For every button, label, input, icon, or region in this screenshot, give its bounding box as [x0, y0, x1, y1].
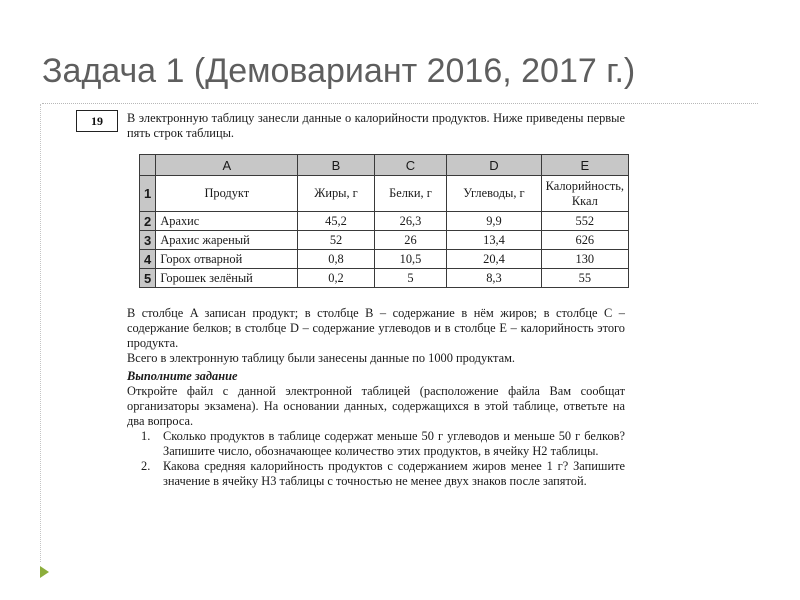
table-cell: Продукт [156, 176, 298, 212]
table-cell: Арахис жареный [156, 231, 298, 250]
bullet-arrow-icon [40, 566, 49, 578]
table-row [140, 231, 629, 250]
table-cell: 45,2 [298, 212, 374, 231]
spreadsheet-table [139, 154, 629, 288]
row-number: 2 [140, 212, 156, 231]
table-cell: 0,2 [298, 269, 374, 288]
total-note: Всего в электронную таблицу были занесены данные по 1000 продуктам. [127, 351, 516, 365]
table-cell: 130 [541, 250, 628, 269]
table-cell: Арахис [156, 212, 298, 231]
column-letter: B [298, 155, 374, 176]
column-letter: A [156, 155, 298, 176]
title-divider [42, 103, 758, 104]
question-text: Какова средняя калорийность продуктов с содержанием жиров менее 1 г? Запишите значение в ячейку H3 таблицы с точностью не менее двух знаков после запятой. [163, 459, 625, 488]
table-row [140, 269, 629, 288]
column-letter: C [374, 155, 447, 176]
table-cell: 9,9 [447, 212, 541, 231]
table-cell: 13,4 [447, 231, 541, 250]
table-cell: 552 [541, 212, 628, 231]
row-number: 5 [140, 269, 156, 288]
table-cell: 626 [541, 231, 628, 250]
table-cell: 55 [541, 269, 628, 288]
table-cell: 26,3 [374, 212, 447, 231]
column-letter: D [447, 155, 541, 176]
column-header-row [140, 155, 629, 176]
table-cell: Горошек зелёный [156, 269, 298, 288]
table-cell: 10,5 [374, 250, 447, 269]
column-letter: E [541, 155, 628, 176]
table-cell: Горох отварной [156, 250, 298, 269]
table-row [140, 250, 629, 269]
question-item [127, 429, 625, 459]
question-number: 2. [141, 459, 151, 473]
table-row [140, 212, 629, 231]
table-cell: 52 [298, 231, 374, 250]
table-cell: 20,4 [447, 250, 541, 269]
corner-cell [140, 155, 156, 176]
table-cell: Жиры, г [298, 176, 374, 212]
row-number: 3 [140, 231, 156, 250]
row-number: 4 [140, 250, 156, 269]
assignment-heading: Выполните задание [127, 369, 238, 383]
row-number: 1 [140, 176, 156, 212]
table-cell: Белки, г [374, 176, 447, 212]
task-body [127, 306, 625, 489]
table-cell: Углеводы, г [447, 176, 541, 212]
question-item [127, 459, 625, 489]
task-number-box: 19 [76, 110, 118, 132]
table-row [140, 176, 629, 212]
question-list [127, 429, 625, 489]
question-number: 1. [141, 429, 151, 443]
table-cell: 26 [374, 231, 447, 250]
table-cell: 5 [374, 269, 447, 288]
table-cell: 0,8 [298, 250, 374, 269]
assignment-text: Откройте файл с данной электронной таблицей (расположение файла Вам сообщат организаторы экзамена). На основании данных, содержащихся в этой таблице, ответьте на два вопроса. [127, 384, 625, 428]
task-intro: В электронную таблицу занесли данные о калорийности продуктов. Ниже приведены первые пять строк таблицы. [127, 111, 625, 140]
left-margin-rule [40, 104, 41, 562]
slide-title: Задача 1 (Демовариант 2016, 2017 г.) [42, 52, 636, 90]
column-description: В столбце A записан продукт; в столбце B – содержание в нём жиров; в столбце C – содержание белков; в столбце D – содержание углеводов и в столбце E – калорийность этого продукта. [127, 306, 625, 350]
table-cell: Калорийность, Ккал [541, 176, 628, 212]
table-cell: 8,3 [447, 269, 541, 288]
question-text: Сколько продуктов в таблице содержат меньше 50 г углеводов и меньше 50 г белков? Запишите число, обозначающее количество этих продуктов, в ячейку H2 таблицы. [163, 429, 625, 458]
